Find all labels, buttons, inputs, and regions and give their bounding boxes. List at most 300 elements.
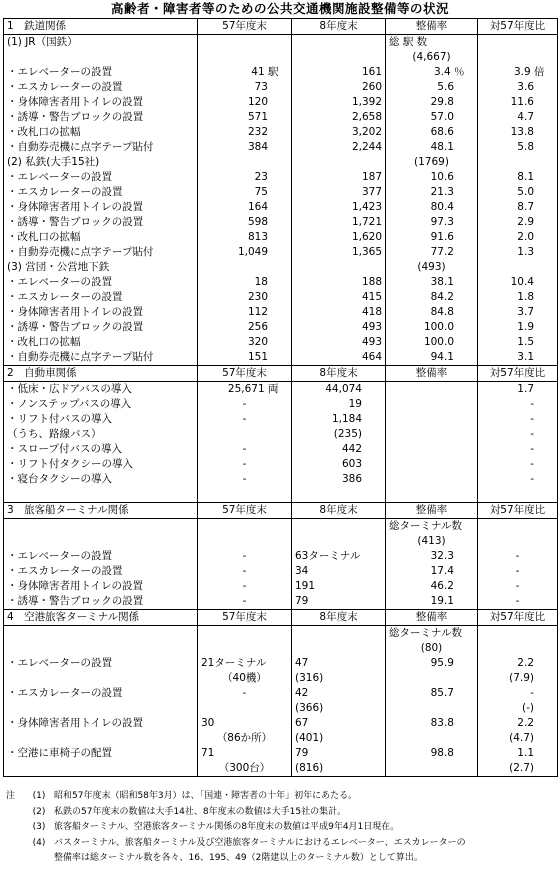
table-row [4,366,558,382]
empty-cell [478,519,558,535]
value-57-sub: （40機） [198,671,292,686]
note-lead [6,851,24,867]
empty-cell [386,671,478,686]
table-row [4,626,558,642]
empty-cell [386,442,478,457]
ratio-text: 5.8 [517,141,534,153]
table-row [4,382,558,398]
ratio-sub [478,671,558,686]
rate-value [386,140,478,155]
table-row [4,457,558,472]
value-57 [198,382,292,398]
value-57 [198,397,292,412]
col-header-ratio: 対57年度比 [478,19,558,35]
empty-cell [478,155,558,170]
ratio-value [478,275,558,290]
ratio-text: 1.8 [517,291,534,303]
empty-cell [4,671,198,686]
table-row [4,80,558,95]
empty-cell [4,534,198,549]
table-row [4,50,558,65]
table-row [4,641,558,656]
value-57-text: 256 [247,321,268,333]
value-57 [198,215,292,230]
table-row [4,731,558,746]
rate-value [386,65,478,80]
value-8-text: 19 [348,398,362,410]
rate-text: 80.4 [430,201,454,213]
rate-value [386,549,478,564]
total-stations: (493) [386,260,478,275]
ratio-value: - [478,579,558,594]
value-8: 63ターミナル [292,549,386,564]
col-header-57: 57年度末 [198,503,292,519]
total-stations: (4,667) [386,50,478,65]
value-8-sub: (366) [292,701,386,716]
note-lead: 注 [6,791,16,801]
table-row [4,610,558,626]
ratio-value [478,350,558,366]
table-row [4,442,558,457]
value-57-sub: （86か所） [198,731,292,746]
value-57 [198,472,292,487]
ratio-text: 11.6 [510,96,534,108]
unit-times: 倍 [534,66,545,78]
note-text: 整備率は総ターミナル数を各々、16、195、49（2階建以上のターミナル数）として算出。 [54,853,423,863]
note-item [6,836,560,852]
value-57-text: 112 [247,306,268,318]
rate-value [386,290,478,305]
value-57-text: 25,671 [227,383,265,395]
table-row [4,761,558,777]
empty-cell [198,487,292,503]
table-row [4,350,558,366]
ratio-value [478,305,558,320]
rate-text: 57.0 [430,111,454,123]
empty-cell [198,260,292,275]
value-8: 415 [292,290,386,305]
value-8: 161 [292,65,386,80]
rate-text: 85.7 [430,687,454,699]
table-row [4,170,558,185]
value-8: 1,365 [292,245,386,260]
value-57 [198,290,292,305]
ratio-text: 8.1 [517,171,534,183]
rate-text: 91.6 [430,231,454,243]
empty-cell [386,397,478,412]
note-number: (2) [32,806,46,817]
ratio-value [478,746,558,761]
empty-cell [198,35,292,51]
table-row [4,716,558,731]
ratio-sub [478,701,558,716]
total-terminals: (80) [386,641,478,656]
value-8: 260 [292,80,386,95]
table-row [4,35,558,51]
empty-cell [4,487,198,503]
item-name: ・身体障害者用トイレの設置 [4,579,198,594]
ratio-sub-text: (2.7) [509,762,534,774]
value-57-text: 23 [254,171,268,183]
ratio-sub-text: (4.7) [509,732,534,744]
item-name: ・身体障害者用トイレの設置 [4,200,198,215]
note-text: 旅客船ターミナル、空港旅客ターミナル関係の8年度末の数値は平成9年4月1日現在。 [54,822,400,832]
value-57 [198,125,292,140]
value-8: 1,423 [292,200,386,215]
note-number: (4) [32,837,46,848]
value-8: 67 [292,716,386,731]
rate-text: 3.4 [433,66,451,78]
item-name: ・空港に車椅子の配置 [4,746,198,761]
value-57 [198,65,292,80]
value-57 [198,457,292,472]
col-header-rate: 整備率 [386,610,478,626]
rate-text: 68.6 [430,126,454,138]
item-name: ・エレベーターの設置 [4,656,198,671]
rate-text: 46.2 [430,580,454,592]
empty-cell [386,701,478,716]
empty-cell [386,731,478,746]
ratio-value [478,230,558,245]
empty-cell [198,641,292,656]
ratio-sub-text: (7.9) [509,672,534,684]
value-8 [292,442,386,457]
empty-cell [4,641,198,656]
value-8 [292,412,386,427]
rate-value [386,110,478,125]
rate-text: 100.0 [423,336,454,348]
value-8: 47 [292,656,386,671]
table-row [4,95,558,110]
ratio-value: - [478,549,558,564]
rate-value [386,230,478,245]
rate-text: 100.0 [423,321,454,333]
table-row [4,472,558,487]
table-row [4,746,558,761]
subsection-title: (1) JR（国鉄） [4,35,198,51]
section-title: 4 空港旅客ターミナル関係 [4,610,198,626]
ratio-value [478,427,558,442]
value-57-text: - [242,398,247,410]
value-8-sub: (316) [292,671,386,686]
col-header-ratio: 対57年度比 [478,610,558,626]
col-header-rate: 整備率 [386,503,478,519]
table-row [4,594,558,610]
note-item [6,820,560,836]
table-row [4,230,558,245]
value-57-sub [198,701,292,716]
rate-value [386,275,478,290]
empty-cell [478,534,558,549]
empty-cell [198,534,292,549]
note-lead [6,820,24,836]
item-name: ・エスカレーターの設置 [4,564,198,579]
value-8: 2,658 [292,110,386,125]
value-57-text: 598 [247,216,268,228]
value-57-text: - [242,443,247,455]
ratio-value [478,110,558,125]
value-8: 42 [292,686,386,701]
table-row [4,140,558,155]
empty-cell [386,761,478,777]
item-name: ・エレベーターの設置 [4,170,198,185]
value-8-text: 442 [341,443,362,455]
value-57 [198,335,292,350]
table-row [4,260,558,275]
item-name: ・自動券売機に点字テープ貼付 [4,140,198,155]
value-57 [198,230,292,245]
rate-value [386,215,478,230]
subsection-title: (3) 営団・公営地下鉄 [4,260,198,275]
note-number: (1) [32,791,46,801]
ratio-text: 1.7 [517,383,534,395]
item-name: ・寝台タクシーの導入 [4,472,198,487]
value-8 [292,472,386,487]
empty-cell [4,731,198,746]
rate-text: 32.3 [430,550,454,562]
value-57-text: 384 [247,141,268,153]
empty-cell [4,50,198,65]
table-row [4,564,558,579]
value-8: 493 [292,320,386,335]
item-name: ・自動券売機に点字テープ貼付 [4,245,198,260]
empty-cell [478,50,558,65]
notes [6,789,560,867]
empty-cell [198,50,292,65]
rate-value [386,305,478,320]
table-row [4,412,558,427]
value-8: 191 [292,579,386,594]
value-57-sub: （300台） [198,761,292,777]
empty-cell [478,641,558,656]
ratio-value [478,320,558,335]
value-8: 2,244 [292,140,386,155]
table-row [4,185,558,200]
rate-text: 38.1 [430,276,454,288]
value-8-text: 1,184 [331,413,362,425]
item-name: ・エレベーターの設置 [4,65,198,80]
rate-text: 77.2 [430,246,454,258]
rate-text: 94.1 [430,351,454,363]
value-57: - [198,594,292,610]
table-row [4,671,558,686]
table-row [4,579,558,594]
item-name: ・誘導・警告ブロックの設置 [4,110,198,125]
rate-value [386,170,478,185]
empty-cell [386,472,478,487]
value-57 [198,305,292,320]
item-name: ・誘導・警告ブロックの設置 [4,594,198,610]
rate-value [386,80,478,95]
ratio-value [478,170,558,185]
empty-cell [198,626,292,642]
rate-text: 84.2 [430,291,454,303]
ratio-text: 5.0 [517,186,534,198]
ratio-text: 1.5 [517,336,534,348]
empty-cell [386,412,478,427]
value-57 [198,245,292,260]
section-title: 1 鉄道関係 [4,19,198,35]
value-57-text: 151 [247,351,268,363]
empty-cell [198,519,292,535]
value-8: 79 [292,746,386,761]
ratio-text: - [530,428,534,440]
ratio-text: - [530,413,534,425]
value-57 [198,95,292,110]
value-8: 418 [292,305,386,320]
value-57 [198,350,292,366]
ratio-text: - [530,398,534,410]
value-57 [198,110,292,125]
note-number [24,851,54,867]
table-row [4,65,558,80]
item-name: ・誘導・警告ブロックの設置 [4,320,198,335]
note-item [6,851,560,867]
value-57-text: 230 [247,291,268,303]
ratio-value [478,200,558,215]
col-header-57: 57年度末 [198,366,292,382]
empty-cell [4,701,198,716]
rate-value [386,185,478,200]
table-row [4,125,558,140]
item-name: ・エスカレーターの設置 [4,185,198,200]
empty-cell [386,427,478,442]
rate-text: 84.8 [430,306,454,318]
value-8: 187 [292,170,386,185]
ratio-text: 1.3 [517,246,534,258]
empty-cell [292,641,386,656]
empty-cell [198,155,292,170]
col-header-8: 8年度末 [292,19,386,35]
rate-value [386,95,478,110]
empty-cell [386,487,478,503]
item-name: ・身体障害者用トイレの設置 [4,305,198,320]
value-57 [198,412,292,427]
rate-text: 48.1 [430,141,454,153]
rate-value [386,320,478,335]
rate-text: 5.6 [437,81,454,93]
ratio-text: 2.9 [517,216,534,228]
empty-cell [478,260,558,275]
ratio-text: 3.6 [517,81,534,93]
section-title: 3 旅客船ターミナル関係 [4,503,198,519]
ratio-value [478,686,558,701]
value-57-text: 164 [247,201,268,213]
col-header-ratio: 対57年度比 [478,503,558,519]
rate-value [386,245,478,260]
value-57 [198,427,292,442]
value-8: 188 [292,275,386,290]
note-text: バスターミナル、旅客船ターミナル及び空港旅客ターミナルにおけるエレベーター、エスカレーターの [54,837,466,848]
ratio-text: 3.7 [517,306,534,318]
value-8-text: 603 [341,458,362,470]
table-row [4,19,558,35]
ratio-sub-text: (-) [522,702,534,714]
ratio-text: 1.1 [517,747,534,759]
item-name: ・身体障害者用トイレの設置 [4,95,198,110]
table-row [4,275,558,290]
ratio-sub [478,761,558,777]
rate-value [386,594,478,610]
page-title: 高齢者・障害者等のための公共交通機関施設整備等の状況 [110,1,449,16]
empty-cell [478,35,558,51]
table-row [4,519,558,535]
unit-station: 駅 [268,66,279,78]
rate-value [386,350,478,366]
value-57-text: 813 [247,231,268,243]
table-row [4,335,558,350]
item-name: ・エスカレーターの設置 [4,80,198,95]
value-57: - [198,579,292,594]
note-item [6,805,560,821]
col-header-8: 8年度末 [292,503,386,519]
table-row [4,503,558,519]
empty-cell [478,487,558,503]
ratio-value [478,80,558,95]
empty-cell [292,519,386,535]
value-57-text: 320 [247,336,268,348]
rate-text: 83.8 [430,717,454,729]
ratio-text: - [530,473,534,485]
ratio-value [478,716,558,731]
ratio-value: - [478,594,558,610]
col-header-ratio: 対57年度比 [478,366,558,382]
rate-value [386,746,478,761]
total-label: 総ターミナル数 [386,626,478,642]
item-name: ・改札口の拡幅 [4,230,198,245]
empty-cell [4,761,198,777]
ratio-value [478,290,558,305]
item-name: ・ノンステップバスの導入 [4,397,198,412]
value-57: - [198,564,292,579]
value-57-text: - [242,413,247,425]
value-57-text: - [242,473,247,485]
col-header-rate: 整備率 [386,19,478,35]
ratio-text: 13.8 [510,126,534,138]
item-name: ・エスカレーターの設置 [4,686,198,701]
value-8: 1,721 [292,215,386,230]
table-row [4,701,558,716]
value-57 [198,170,292,185]
unit-percent: ％ [454,66,465,78]
rate-text: 29.8 [430,96,454,108]
value-57-text: 1,049 [237,246,268,258]
value-57-text: 75 [254,186,268,198]
empty-cell [4,626,198,642]
note-text: 昭和57年度末（昭和58年3月）は、「国連・障害者の十年」初年にあたる。 [54,791,358,801]
item-name: （うち、路線バス） [4,427,198,442]
empty-cell [292,487,386,503]
empty-cell [292,50,386,65]
value-57: - [198,686,292,701]
col-header-8: 8年度末 [292,366,386,382]
rate-text: 97.3 [430,216,454,228]
ratio-text: - [530,687,534,699]
value-57 [198,140,292,155]
rate-value [386,716,478,731]
item-name: ・改札口の拡幅 [4,125,198,140]
value-57: - [198,549,292,564]
empty-cell [292,35,386,51]
ratio-text: 10.4 [510,276,534,288]
empty-cell [292,626,386,642]
rate-text: 21.3 [430,186,454,198]
total-label: 総ターミナル数 [386,519,478,535]
ratio-value [478,457,558,472]
table-row [4,487,558,503]
ratio-text: 4.7 [517,111,534,123]
empty-cell [292,155,386,170]
